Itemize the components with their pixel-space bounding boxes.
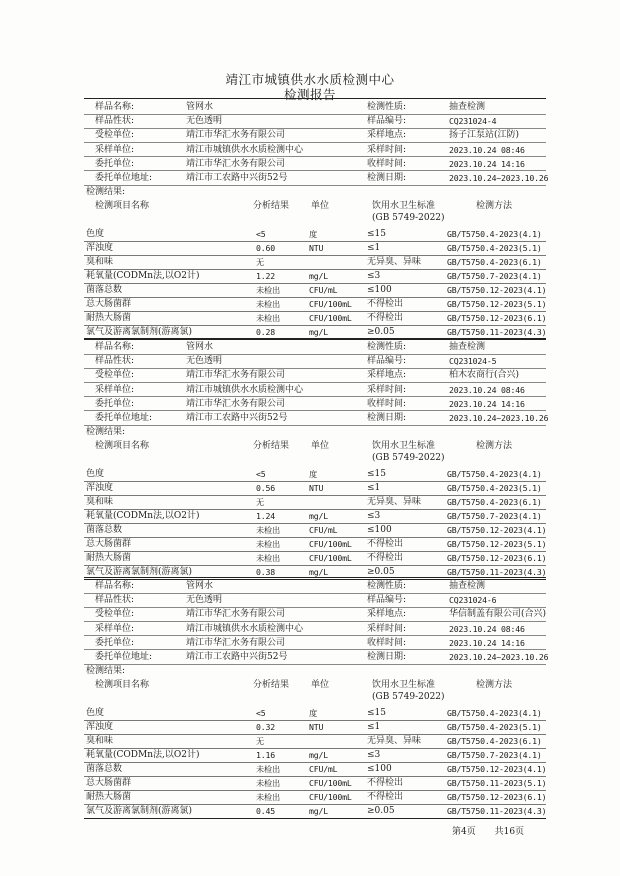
result-value: 0.38 [256,567,275,578]
result-unit: CFU/100mL [309,778,352,789]
info-row-rule [84,185,546,186]
result-item-name: 色度 [86,708,105,719]
col-item-header: 检测项目名称 [95,201,150,212]
page-footer [452,824,540,837]
entrusting-unit-value: 靖江市华汇水务有限公司 [186,398,286,409]
result-method: GB/T5750.12-2023(6.1) [447,553,547,564]
entrusting-address-value: 靖江市工农路中兴街52号 [186,173,288,183]
result-value: 未检出 [256,313,280,324]
result-value: 未检出 [256,525,280,536]
result-item-name: 耗氧量(CODMn法,以O2计) [86,271,200,282]
result-value: 无 [256,497,264,508]
result-unit: CFU/100mL [309,299,352,310]
sample-name-label: 样品名称: [95,342,135,352]
info-row [0,622,620,636]
receive-time-value: 2023.10.24 14:16 [449,637,525,648]
result-standard: ≤100 [367,285,392,296]
receive-time-label: 收样时间: [367,158,407,169]
result-unit: NTU [309,722,324,733]
test-nature-label: 检测性质: [367,102,407,112]
info-row [0,128,620,142]
result-unit: NTU [309,483,324,494]
info-row [0,579,620,593]
sample-property-value: 无色透明 [186,595,223,606]
result-standard: 无异臭、异味 [367,257,422,268]
info-row-rule [84,425,546,426]
result-method: GB/T5750.7-2023(4.1) [447,511,542,522]
sampling-site-value: 扬子江泵站(江防) [449,130,520,141]
test-nature-value: 抽查检测 [449,102,486,112]
report-org-title: 靖江市城镇供水水质检测中心 [225,72,395,87]
result-method: GB/T5750.4-2023(5.1) [447,722,542,733]
result-unit: mg/L [309,271,328,282]
result-standard: 无异臭、异味 [367,497,422,508]
result-row [0,283,620,297]
test-date-label: 检测日期: [367,173,407,183]
result-unit: mg/L [309,750,328,761]
test-nature-label: 检测性质: [367,342,407,352]
result-method: GB/T5750.11-2023(5.1) [447,778,547,789]
result-standard: 无异臭、异味 [367,736,422,747]
test-date-label: 检测日期: [367,652,407,662]
sample-name-label: 样品名称: [95,102,135,112]
result-standard: ≤1 [367,722,381,733]
result-standard: ≤3 [367,271,381,282]
result-row [0,720,620,734]
result-value: 0.56 [256,483,275,494]
sampling-unit-value: 靖江市城镇供水水质检测中心 [186,144,304,155]
entrusting-address-label: 委托单位地址: [95,652,153,662]
test-date-value: 2023.10.24~2023.10.26 [449,413,549,423]
sample-name-value: 管网水 [186,102,214,112]
result-standard: 不得检出 [367,539,404,550]
entrusting-address-value: 靖江市工农路中兴街52号 [186,413,288,423]
result-row [0,762,620,776]
result-method: GB/T5750.11-2023(4.3) [447,327,547,338]
report-title: 检测报告 [283,87,336,102]
inspected-unit-value: 靖江市华汇水务有限公司 [186,609,286,620]
result-unit: CFU/100mL [309,553,352,564]
result-value: 0.45 [256,806,275,817]
result-value: <5 [256,469,266,480]
result-row [0,241,620,255]
result-item-name: 浑浊度 [86,243,114,254]
entrusting-address-label: 委托单位地址: [95,173,153,183]
result-unit: 度 [309,469,317,480]
result-value: 未检出 [256,553,280,564]
result-row [0,748,620,762]
result-row [0,523,620,537]
info-row [0,593,620,607]
col-unit-header: 单位 [311,680,330,691]
result-item-name: 总大肠菌群 [86,778,132,789]
sampling-site-value: 华信制盖有限公司(合兴) [449,609,547,620]
result-row [0,804,620,818]
col-result-header: 分析结果 [253,201,290,212]
sample-property-value: 无色透明 [186,116,223,127]
result-unit: mg/L [309,511,328,522]
result-method: GB/T5750.11-2023(4.3) [447,806,547,817]
test-date-label: 检测日期: [367,413,407,423]
result-value: <5 [256,708,266,719]
result-row [0,706,620,720]
result-value: 未检出 [256,299,280,310]
result-value: 0.28 [256,327,275,338]
result-row [0,776,620,790]
result-row [0,297,620,311]
col-unit-header: 单位 [311,201,330,212]
sampling-unit-label: 采样单位: [95,384,135,395]
result-item-name: 臭和味 [86,736,114,747]
page-number: 第4页 [452,827,476,837]
results-header-row [0,439,620,453]
result-method: GB/T5750.7-2023(4.1) [447,271,542,282]
results-header-row [0,199,620,213]
sampling-time-value: 2023.10.24 08:46 [449,384,525,395]
result-standard: ≥0.05 [367,327,395,338]
result-method: GB/T5750.4-2023(6.1) [447,257,542,268]
result-unit: CFU/100mL [309,539,352,550]
result-row [0,311,620,325]
info-row [0,650,620,664]
info-row [0,143,620,157]
result-item-name: 氯气及游离氯制剂(游离氯) [86,806,193,817]
result-method: GB/T5750.12-2023(4.1) [447,764,547,775]
result-standard: ≥0.05 [367,567,395,578]
result-unit: CFU/100mL [309,792,352,803]
info-row [0,100,620,114]
sampling-site-value: 柏木农商行(合兴) [449,370,520,381]
result-value: 1.24 [256,511,275,522]
result-value: 0.60 [256,243,275,254]
results-heading: 检测结果: [86,666,126,677]
result-unit: 度 [309,229,317,240]
result-method: GB/T5750.12-2023(6.1) [447,792,547,803]
sample-property-value: 无色透明 [186,356,223,367]
sampling-site-label: 采样地点: [367,370,407,381]
info-row [0,157,620,171]
result-item-name: 色度 [86,229,105,240]
sample-property-label: 样品性状: [95,356,135,367]
sampling-unit-label: 采样单位: [95,623,135,634]
result-item-name: 菌落总数 [86,525,123,536]
sampling-time-label: 采样时间: [367,384,407,395]
test-nature-value: 抽查检测 [449,581,486,591]
result-unit: CFU/mL [309,525,338,536]
test-nature-value: 抽查检测 [449,342,486,352]
test-date-value: 2023.10.24~2023.10.26 [449,173,549,183]
result-unit: CFU/mL [309,285,338,296]
result-item-name: 耐热大肠菌 [86,792,132,803]
result-method: GB/T5750.7-2023(4.1) [447,750,542,761]
info-row [0,340,620,354]
sampling-unit-value: 靖江市城镇供水水质检测中心 [186,384,304,395]
sample-number-value: CQ231024-5 [449,356,497,367]
result-value: 无 [256,736,264,747]
sample-name-value: 管网水 [186,342,214,352]
inspected-unit-label: 受检单位: [95,370,135,381]
receive-time-label: 收样时间: [367,398,407,409]
info-row [0,636,620,650]
col-method-header: 检测方法 [476,680,513,691]
result-standard: ≤3 [367,750,381,761]
col-standard-subheader: (GB 5749-2022) [372,692,445,703]
entrusting-unit-value: 靖江市华汇水务有限公司 [186,158,286,169]
receive-time-label: 收样时间: [367,637,407,648]
test-nature-label: 检测性质: [367,581,407,591]
result-row [0,495,620,509]
result-unit: CFU/mL [309,764,338,775]
result-item-name: 菌落总数 [86,285,123,296]
result-unit: 度 [309,708,317,719]
col-unit-header: 单位 [311,441,330,452]
result-method: GB/T5750.12-2023(4.1) [447,525,547,536]
sample-number-value: CQ231024-4 [449,116,497,127]
result-standard: 不得检出 [367,553,404,564]
result-method: GB/T5750.4-2023(4.1) [447,469,542,480]
result-value: 未检出 [256,792,280,803]
inspected-unit-value: 靖江市华汇水务有限公司 [186,130,286,141]
inspected-unit-label: 受检单位: [95,609,135,620]
receive-time-value: 2023.10.24 14:16 [449,158,525,169]
result-method: GB/T5750.12-2023(5.1) [447,299,547,310]
result-value: 0.32 [256,722,275,733]
result-unit: mg/L [309,567,328,578]
result-method: GB/T5750.11-2023(4.3) [447,567,547,578]
col-standard-header: 饮用水卫生标准 [372,680,436,691]
result-item-name: 耐热大肠菌 [86,313,132,324]
result-method: GB/T5750.4-2023(4.1) [447,229,542,240]
result-standard: ≤1 [367,483,381,494]
result-standard: ≥0.05 [367,806,395,817]
col-standard-subheader: (GB 5749-2022) [372,453,445,464]
info-row [0,171,620,185]
sample-number-label: 样品编号: [367,116,407,127]
col-method-header: 检测方法 [476,201,513,212]
inspected-unit-label: 受检单位: [95,130,135,141]
col-item-header: 检测项目名称 [95,680,150,691]
sample-number-label: 样品编号: [367,356,407,367]
result-value: 未检出 [256,778,280,789]
sampling-unit-label: 采样单位: [95,144,135,155]
sampling-time-label: 采样时间: [367,144,407,155]
result-standard: 不得检出 [367,299,404,310]
info-row [0,383,620,397]
entrusting-unit-label: 委托单位: [95,637,135,648]
result-row [0,269,620,283]
footer-rule [84,818,546,819]
entrusting-unit-value: 靖江市华汇水务有限公司 [186,637,286,648]
result-item-name: 耗氧量(CODMn法,以O2计) [86,750,200,761]
col-method-header: 检测方法 [476,441,513,452]
result-item-name: 浑浊度 [86,722,114,733]
sampling-site-label: 采样地点: [367,130,407,141]
result-standard: ≤1 [367,243,381,254]
result-row [0,509,620,523]
result-standard: ≤100 [367,525,392,536]
result-value: 1.16 [256,750,275,761]
col-result-header: 分析结果 [253,680,290,691]
sampling-time-label: 采样时间: [367,623,407,634]
sample-number-label: 样品编号: [367,595,407,606]
result-item-name: 菌落总数 [86,764,123,775]
result-row [0,467,620,481]
col-result-header: 分析结果 [253,441,290,452]
info-row [0,354,620,368]
result-item-name: 总大肠菌群 [86,299,132,310]
sampling-unit-value: 靖江市城镇供水水质检测中心 [186,623,304,634]
test-date-value: 2023.10.24~2023.10.26 [449,652,549,662]
results-heading: 检测结果: [86,427,126,438]
result-unit: mg/L [309,327,328,338]
result-method: GB/T5750.12-2023(6.1) [447,313,547,324]
result-method: GB/T5750.4-2023(5.1) [447,243,542,254]
sample-property-label: 样品性状: [95,116,135,127]
result-value: 未检出 [256,539,280,550]
result-method: GB/T5750.4-2023(5.1) [447,483,542,494]
info-row [0,114,620,128]
results-header-row [0,678,620,692]
result-row [0,481,620,495]
result-value: 无 [256,257,264,268]
info-row [0,397,620,411]
col-standard-subheader: (GB 5749-2022) [372,213,445,224]
section-top-rule [84,98,546,99]
sample-number-value: CQ231024-6 [449,595,497,606]
result-standard: 不得检出 [367,778,404,789]
result-standard: ≤3 [367,511,381,522]
result-row [0,734,620,748]
result-unit: NTU [309,243,324,254]
section-top-rule [84,338,546,339]
info-row [0,411,620,425]
result-value: 1.22 [256,271,275,282]
result-method: GB/T5750.4-2023(6.1) [447,736,542,747]
result-standard: ≤100 [367,764,392,775]
result-item-name: 浑浊度 [86,483,114,494]
page-total: 共16页 [494,827,525,837]
result-method: GB/T5750.4-2023(4.1) [447,708,542,719]
results-heading: 检测结果: [86,187,126,198]
result-item-name: 氯气及游离氯制剂(游离氯) [86,567,193,578]
result-standard: ≤15 [367,469,386,480]
result-item-name: 总大肠菌群 [86,539,132,550]
result-standard: ≤15 [367,708,386,719]
result-item-name: 氯气及游离氯制剂(游离氯) [86,327,193,338]
result-item-name: 臭和味 [86,257,114,268]
result-item-name: 色度 [86,469,105,480]
sampling-site-label: 采样地点: [367,609,407,620]
sample-property-label: 样品性状: [95,595,135,606]
entrusting-unit-label: 委托单位: [95,398,135,409]
result-unit: mg/L [309,806,328,817]
result-method: GB/T5750.12-2023(4.1) [447,285,547,296]
entrusting-address-label: 委托单位地址: [95,413,153,423]
sample-name-label: 样品名称: [95,581,135,591]
entrusting-address-value: 靖江市工农路中兴街52号 [186,652,288,662]
result-row [0,255,620,269]
result-standard: ≤15 [367,229,386,240]
inspected-unit-value: 靖江市华汇水务有限公司 [186,370,286,381]
sampling-time-value: 2023.10.24 08:46 [449,144,525,155]
col-standard-header: 饮用水卫生标准 [372,201,436,212]
result-unit: CFU/100mL [309,313,352,324]
info-row [0,607,620,621]
entrusting-unit-label: 委托单位: [95,158,135,169]
sampling-time-value: 2023.10.24 08:46 [449,623,525,634]
result-row [0,790,620,804]
result-item-name: 耗氧量(CODMn法,以O2计) [86,511,200,522]
result-method: GB/T5750.4-2023(6.1) [447,497,542,508]
result-value: 未检出 [256,764,280,775]
sample-name-value: 管网水 [186,581,214,591]
result-method: GB/T5750.12-2023(5.1) [447,539,547,550]
result-item-name: 耐热大肠菌 [86,553,132,564]
result-standard: 不得检出 [367,792,404,803]
result-item-name: 臭和味 [86,497,114,508]
result-row [0,227,620,241]
receive-time-value: 2023.10.24 14:16 [449,398,525,409]
col-item-header: 检测项目名称 [95,441,150,452]
result-value: 未检出 [256,285,280,296]
result-row [0,537,620,551]
result-row [0,551,620,565]
info-row [0,368,620,382]
result-standard: 不得检出 [367,313,404,324]
col-standard-header: 饮用水卫生标准 [372,441,436,452]
result-value: <5 [256,229,266,240]
section-top-rule [84,577,546,578]
info-row-rule [84,664,546,665]
